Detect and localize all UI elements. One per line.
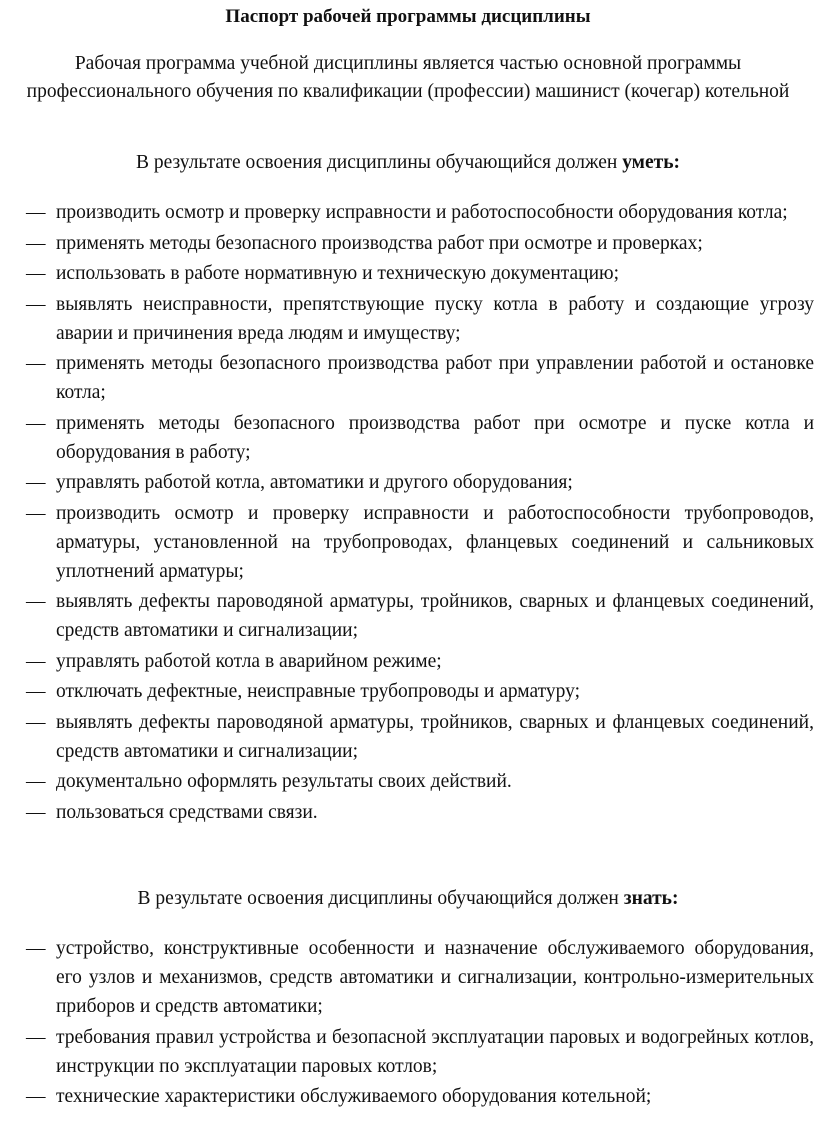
list-item-text: применять методы безопасного производства работ при осмотре и проверках; bbox=[56, 232, 703, 254]
intro-paragraph: Рабочая программа учебной дисциплины является частью основной программы профессионального обучения по квалификации (профессии) машинист (кочегар) котельной bbox=[26, 53, 790, 102]
dash-marker: — bbox=[26, 1086, 46, 1107]
dash-marker: — bbox=[26, 801, 46, 823]
skills-lead bbox=[0, 149, 816, 177]
list-item-text: использовать в работе нормативную и техническую документацию; bbox=[56, 263, 620, 284]
list-item-text: управлять работой котла в аварийном режиме; bbox=[56, 650, 442, 672]
list-item bbox=[26, 198, 814, 227]
dash-marker: — bbox=[26, 293, 46, 315]
list-item bbox=[26, 468, 814, 497]
dash-marker: — bbox=[26, 1026, 46, 1048]
list-item bbox=[26, 677, 814, 706]
dash-marker: — bbox=[26, 771, 46, 792]
dash-marker: — bbox=[26, 650, 46, 672]
list-item bbox=[26, 587, 814, 645]
dash-marker: — bbox=[26, 591, 46, 612]
skills-lead-text: В результате освоения дисциплины обучающийся должен bbox=[135, 152, 623, 173]
page-title: Паспорт рабочей программы дисциплины bbox=[225, 6, 591, 27]
list-item-text: управлять работой котла, автоматики и другого оборудования; bbox=[56, 472, 573, 493]
knowledge-lead bbox=[0, 885, 816, 913]
list-item bbox=[26, 349, 814, 407]
dash-marker: — bbox=[26, 681, 46, 702]
list-item bbox=[26, 767, 814, 796]
dash-marker: — bbox=[26, 472, 46, 493]
knowledge-list bbox=[26, 934, 814, 1113]
list-item bbox=[26, 647, 814, 676]
list-item bbox=[26, 290, 814, 348]
list-item bbox=[26, 934, 814, 1021]
knowledge-lead-text: В результате освоения дисциплины обучающийся должен bbox=[137, 888, 624, 909]
list-item-text: устройство, конструктивные особенности и назначение обслуживаемого оборудования, его узлов и механизмов, средств автоматики и сигнализации, контрольно-измерительных приборов и средств автоматики; bbox=[56, 938, 814, 1017]
dash-marker: — bbox=[26, 938, 46, 959]
list-item bbox=[26, 499, 814, 586]
dash-marker: — bbox=[26, 202, 46, 223]
dash-marker: — bbox=[26, 232, 46, 254]
dash-marker: — bbox=[26, 353, 46, 374]
list-item-text: технические характеристики обслуживаемого оборудования котельной; bbox=[56, 1086, 652, 1107]
dash-marker: — bbox=[26, 502, 46, 524]
list-item-text: применять методы безопасного производства работ при осмотре и пуске котла и оборудования в работу; bbox=[56, 412, 814, 463]
dash-marker: — bbox=[26, 412, 46, 434]
knowledge-lead-bold: знать: bbox=[623, 888, 679, 909]
skills-lead-bold: уметь: bbox=[622, 152, 681, 173]
list-item bbox=[26, 1082, 814, 1111]
list-item-text: отключать дефектные, неисправные трубопроводы и арматуру; bbox=[56, 681, 581, 702]
list-item-text: выявлять дефекты пароводяной арматуры, тройников, сварных и фланцевых соединений, средств автоматики и сигнализации; bbox=[56, 711, 814, 762]
skills-list bbox=[26, 198, 814, 828]
list-item bbox=[26, 708, 814, 766]
list-item-text: документально оформлять результаты своих действий. bbox=[56, 771, 512, 792]
list-item-text: требования правил устройства и безопасной эксплуатации паровых и водогрейных котлов, инструкции по эксплуатации паровых котлов; bbox=[56, 1026, 814, 1077]
list-item-text: выявлять дефекты пароводяной арматуры, тройников, сварных и фланцевых соединений, средств автоматики и сигнализации; bbox=[56, 591, 814, 641]
list-item-text: применять методы безопасного производства работ при управлении работой и остановке котла; bbox=[56, 353, 814, 403]
list-item bbox=[26, 409, 814, 467]
list-item-text: производить осмотр и проверку исправности и работоспособности оборудования котла; bbox=[56, 202, 788, 223]
list-item bbox=[26, 798, 814, 827]
dash-marker: — bbox=[26, 711, 46, 733]
list-item bbox=[26, 259, 814, 288]
list-item-text: пользоваться средствами связи. bbox=[56, 801, 318, 823]
dash-marker: — bbox=[26, 263, 46, 284]
list-item-text: выявлять неисправности, препятствующие пуску котла в работу и создающие угрозу аварии и причинения вреда людям и имуществу; bbox=[56, 293, 814, 344]
list-item bbox=[26, 1023, 814, 1081]
list-item bbox=[26, 229, 814, 258]
list-item-text: производить осмотр и проверку исправности и работоспособности трубопроводов, арматуры, установленной на трубопроводах, фланцевых соединений и сальниковых уплотнений арматуры; bbox=[56, 502, 814, 582]
